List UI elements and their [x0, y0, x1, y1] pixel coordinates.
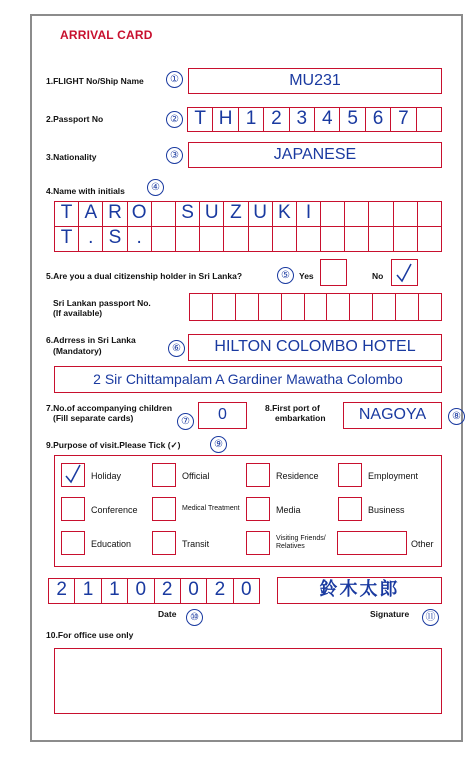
purpose-education-label: Education	[91, 539, 132, 549]
office-use-label: 10.For office use only	[46, 630, 134, 640]
char-cell: 2	[263, 108, 288, 131]
accompanying-field[interactable]	[198, 402, 247, 429]
char-cell	[190, 294, 212, 320]
marker-7: ⑦	[177, 413, 194, 430]
name-field-row-2[interactable]	[54, 226, 442, 252]
char-cell: I	[296, 202, 320, 226]
char-cell	[151, 202, 175, 226]
purpose-medical-treatment-checkbox[interactable]	[152, 497, 176, 521]
purpose-conference-label: Conference	[91, 505, 138, 515]
marker-1: ①	[166, 71, 183, 88]
passport-label: 2.Passport No	[46, 114, 104, 124]
flight-field[interactable]	[188, 68, 442, 94]
char-cell	[320, 202, 344, 226]
marker-5: ⑤	[277, 267, 294, 284]
check-icon	[65, 464, 81, 484]
dual-no-label: No	[372, 271, 384, 281]
char-cell	[235, 294, 258, 320]
marker-10: ⑩	[186, 609, 203, 626]
purpose-education-checkbox[interactable]	[61, 531, 85, 555]
char-cell	[393, 202, 417, 226]
address-label: 6.Adrress in Sri Lanka	[46, 335, 136, 345]
marker-6: ⑥	[168, 340, 185, 357]
sl-passport-label: Sri Lankan passport No.	[53, 298, 151, 308]
char-cell	[368, 202, 392, 226]
char-cell: Z	[223, 202, 247, 226]
signature-label: Signature	[370, 609, 410, 619]
char-cell: S	[102, 227, 126, 251]
purpose-residence-checkbox[interactable]	[246, 463, 270, 487]
char-cell	[296, 227, 320, 251]
address-line-2-field[interactable]	[54, 366, 442, 393]
purpose-other-checkbox[interactable]	[337, 531, 407, 555]
char-cell: R	[102, 202, 126, 226]
embarkation-label: 8.First port of	[265, 403, 320, 413]
embarkation-value: NAGOYA	[358, 406, 427, 423]
address-line-1-field[interactable]	[188, 334, 442, 361]
char-cell	[212, 294, 235, 320]
purpose-visiting-friends-checkbox[interactable]	[246, 531, 270, 555]
dual-citizenship-label: 5.Are you a dual citizenship holder in Sri Lanka?	[46, 271, 243, 281]
office-use-box	[54, 648, 442, 714]
purpose-media-checkbox[interactable]	[246, 497, 270, 521]
char-cell: 0	[233, 579, 259, 603]
char-cell: A	[78, 202, 102, 226]
char-cell	[175, 227, 199, 251]
purpose-employment-label: Employment	[368, 471, 419, 481]
char-cell	[248, 227, 272, 251]
char-cell	[349, 294, 372, 320]
purpose-holiday-checkbox[interactable]	[61, 463, 85, 487]
char-cell	[395, 294, 418, 320]
dual-yes-label: Yes	[299, 271, 314, 281]
purpose-option-line-2: Relatives	[276, 543, 305, 550]
char-cell	[417, 202, 441, 226]
sl-passport-sublabel: (If available)	[53, 308, 103, 318]
char-cell: 2	[206, 579, 232, 603]
flight-label: 1.FLIGHT No/Ship Name	[46, 76, 144, 86]
purpose-panel	[54, 455, 442, 567]
purpose-transit-checkbox[interactable]	[152, 531, 176, 555]
char-cell	[258, 294, 281, 320]
char-cell: 1	[101, 579, 127, 603]
char-cell: 4	[314, 108, 339, 131]
char-cell	[368, 227, 392, 251]
check-icon	[396, 263, 412, 283]
char-cell	[344, 227, 368, 251]
char-cell: O	[127, 202, 151, 226]
passport-field[interactable]	[187, 107, 442, 132]
char-cell	[344, 202, 368, 226]
char-cell	[326, 294, 349, 320]
embarkation-sublabel: embarkation	[275, 413, 326, 423]
char-cell	[151, 227, 175, 251]
accompanying-label: 7.No.of accompanying children	[46, 403, 173, 413]
char-cell	[304, 294, 327, 320]
name-label: 4.Name with initials	[46, 186, 125, 196]
char-cell: U	[248, 202, 272, 226]
purpose-residence-label: Residence	[276, 471, 319, 481]
char-cell: K	[272, 202, 296, 226]
char-cell: 1	[74, 579, 100, 603]
purpose-option-line-1: Visiting Friends/	[276, 535, 326, 542]
marker-9: ⑨	[210, 436, 227, 453]
purpose-business-checkbox[interactable]	[338, 497, 362, 521]
dual-no-checkbox[interactable]	[391, 259, 418, 286]
purpose-label: 9.Purpose of visit.Please Tick (✓)	[46, 440, 181, 450]
card-title: ARRIVAL CARD	[60, 28, 153, 42]
char-cell: H	[212, 108, 237, 131]
char-cell: 5	[339, 108, 364, 131]
char-cell: 7	[390, 108, 415, 131]
char-cell: .	[127, 227, 151, 251]
char-cell: T	[60, 227, 73, 248]
marker-8: ⑧	[448, 408, 465, 425]
accompanying-sublabel: (Fill separate cards)	[53, 413, 134, 423]
char-cell: .	[78, 227, 102, 251]
char-cell: 2	[56, 579, 67, 600]
purpose-media-label: Media	[276, 505, 301, 515]
nationality-field[interactable]	[188, 142, 442, 168]
purpose-conference-checkbox[interactable]	[61, 497, 85, 521]
char-cell	[199, 227, 223, 251]
char-cell: T	[194, 108, 206, 129]
char-cell	[272, 227, 296, 251]
char-cell	[416, 108, 441, 131]
char-cell: 0	[127, 579, 153, 603]
char-cell: T	[60, 202, 73, 223]
char-cell: 2	[154, 579, 180, 603]
char-cell	[320, 227, 344, 251]
purpose-official-label: Official	[182, 471, 210, 481]
name-field-row-1[interactable]	[54, 201, 442, 227]
purpose-employment-checkbox[interactable]	[338, 463, 362, 487]
address-line-1-value: HILTON COLOMBO HOTEL	[214, 338, 416, 355]
char-cell: S	[175, 202, 199, 226]
marker-11: ⑪	[422, 609, 439, 626]
embarkation-field[interactable]	[343, 402, 442, 429]
signature-field[interactable]	[277, 577, 442, 604]
flight-value: MU231	[289, 72, 341, 89]
purpose-visiting-friends-label	[276, 535, 326, 551]
address-line-2-value: 2 Sir Chittampalam A Gardiner Mawatha Colombo	[93, 371, 403, 387]
nationality-label: 3.Nationality	[46, 152, 97, 162]
purpose-transit-label: Transit	[182, 539, 210, 549]
purpose-business-label: Business	[368, 505, 405, 515]
char-cell: 3	[289, 108, 314, 131]
accompanying-value: 0	[218, 406, 227, 423]
char-cell	[418, 294, 441, 320]
signature-value: 鈴木太郎	[319, 579, 400, 600]
purpose-other-label: Other	[411, 539, 434, 549]
purpose-holiday-label: Holiday	[91, 471, 122, 481]
char-cell	[281, 294, 304, 320]
dual-yes-checkbox[interactable]	[320, 259, 347, 286]
char-cell: 1	[238, 108, 263, 131]
char-cell	[417, 227, 441, 251]
marker-4: ④	[147, 179, 164, 196]
purpose-medical-treatment-label: Medical Treatment	[182, 505, 240, 512]
char-cell: 6	[365, 108, 390, 131]
char-cell: U	[199, 202, 223, 226]
char-cell: 0	[180, 579, 206, 603]
address-sublabel: (Mandatory)	[53, 346, 102, 356]
date-field[interactable]	[48, 578, 260, 604]
sl-passport-field[interactable]	[189, 293, 442, 321]
marker-2: ②	[166, 111, 183, 128]
marker-3: ③	[166, 147, 183, 164]
date-label: Date	[158, 609, 177, 619]
purpose-official-checkbox[interactable]	[152, 463, 176, 487]
char-cell	[223, 227, 247, 251]
nationality-value: JAPANESE	[273, 146, 357, 163]
char-cell	[372, 294, 395, 320]
char-cell	[393, 227, 417, 251]
